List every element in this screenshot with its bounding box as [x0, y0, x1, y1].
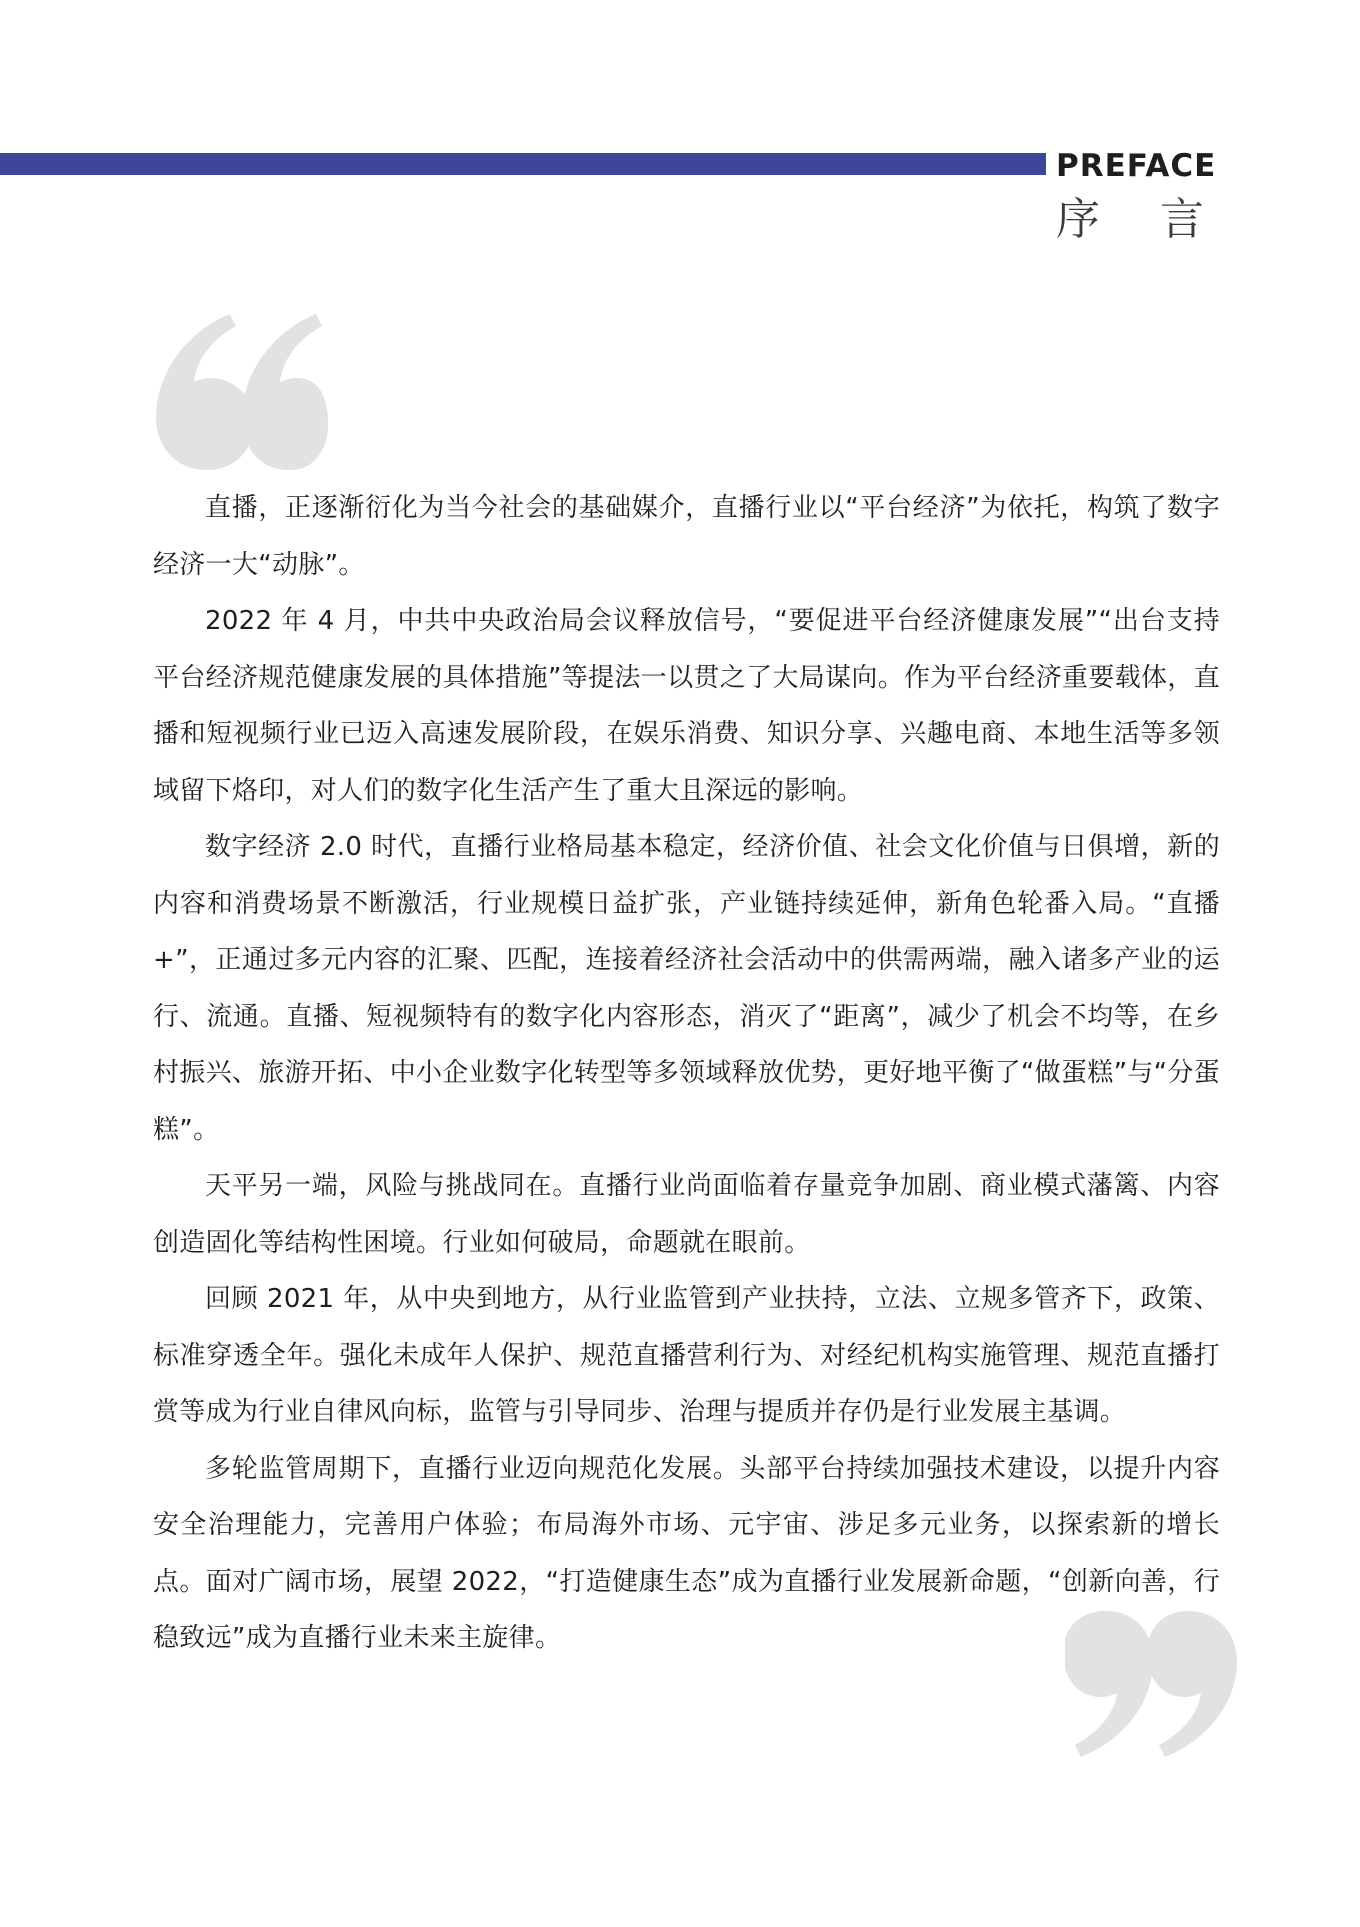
paragraph-5: 回顾 2021 年，从中央到地方，从行业监管到产业扶持，立法、立规多管齐下，政策、标准穿透全年。强化未成年人保护、规范直播营利行为、对经纪机构实施管理、规范直播打赏等成为行业自律风向标，监管与引导同步、治理与提质并存仍是行业发展主基调。: [153, 1284, 1220, 1427]
closing-quote-icon: [1065, 1605, 1245, 1765]
header-accent-bar: [0, 153, 1046, 175]
preface-body: [153, 480, 1220, 1667]
paragraph-6: 多轮监管周期下，直播行业迈向规范化发展。头部平台持续加强技术建设，以提升内容安全治理能力，完善用户体验；布局海外市场、元宇宙、涉足多元业务，以探索新的增长点。面对广阔市场，展望 2022，“打造健康生态”成为直播行业发展新命题，“创新向善，行稳致远”成为直播行业未来主旋律。: [153, 1453, 1220, 1653]
section-label-english: PREFACE: [1056, 148, 1217, 184]
opening-quote-icon: [150, 300, 330, 480]
section-label-chinese: 序言: [1056, 194, 1264, 245]
paragraph-2: 2022 年 4 月，中共中央政治局会议释放信号，“要促进平台经济健康发展”“出台支持平台经济规范健康发展的具体措施”等提法一以贯之了大局谋向。作为平台经济重要载体，直播和短视频行业已迈入高速发展阶段，在娱乐消费、知识分享、兴趣电商、本地生活等多领域留下烙印，对人们的数字化生活产生了重大且深远的影响。: [153, 606, 1220, 806]
paragraph-1: 直播，正逐渐衍化为当今社会的基础媒介，直播行业以“平台经济”为依托，构筑了数字经济一大“动脉”。: [153, 493, 1220, 580]
paragraph-4: 天平另一端，风险与挑战同在。直播行业尚面临着存量竞争加剧、商业模式藩篱、内容创造固化等结构性困境。行业如何破局，命题就在眼前。: [153, 1171, 1220, 1258]
paragraph-3: 数字经济 2.0 时代，直播行业格局基本稳定，经济价值、社会文化价值与日俱增，新的内容和消费场景不断激活，行业规模日益扩张，产业链持续延伸，新角色轮番入局。“直播 +”，正通过多元内容的汇聚、匹配，连接着经济社会活动中的供需两端，融入诸多产业的运行、流通。直播、短视频特有的数字化内容形态，消灭了“距离”，减少了机会不均等，在乡村振兴、旅游开拓、中小企业数字化转型等多领域释放优势，更好地平衡了“做蛋糕”与“分蛋糕”。: [153, 832, 1221, 1145]
